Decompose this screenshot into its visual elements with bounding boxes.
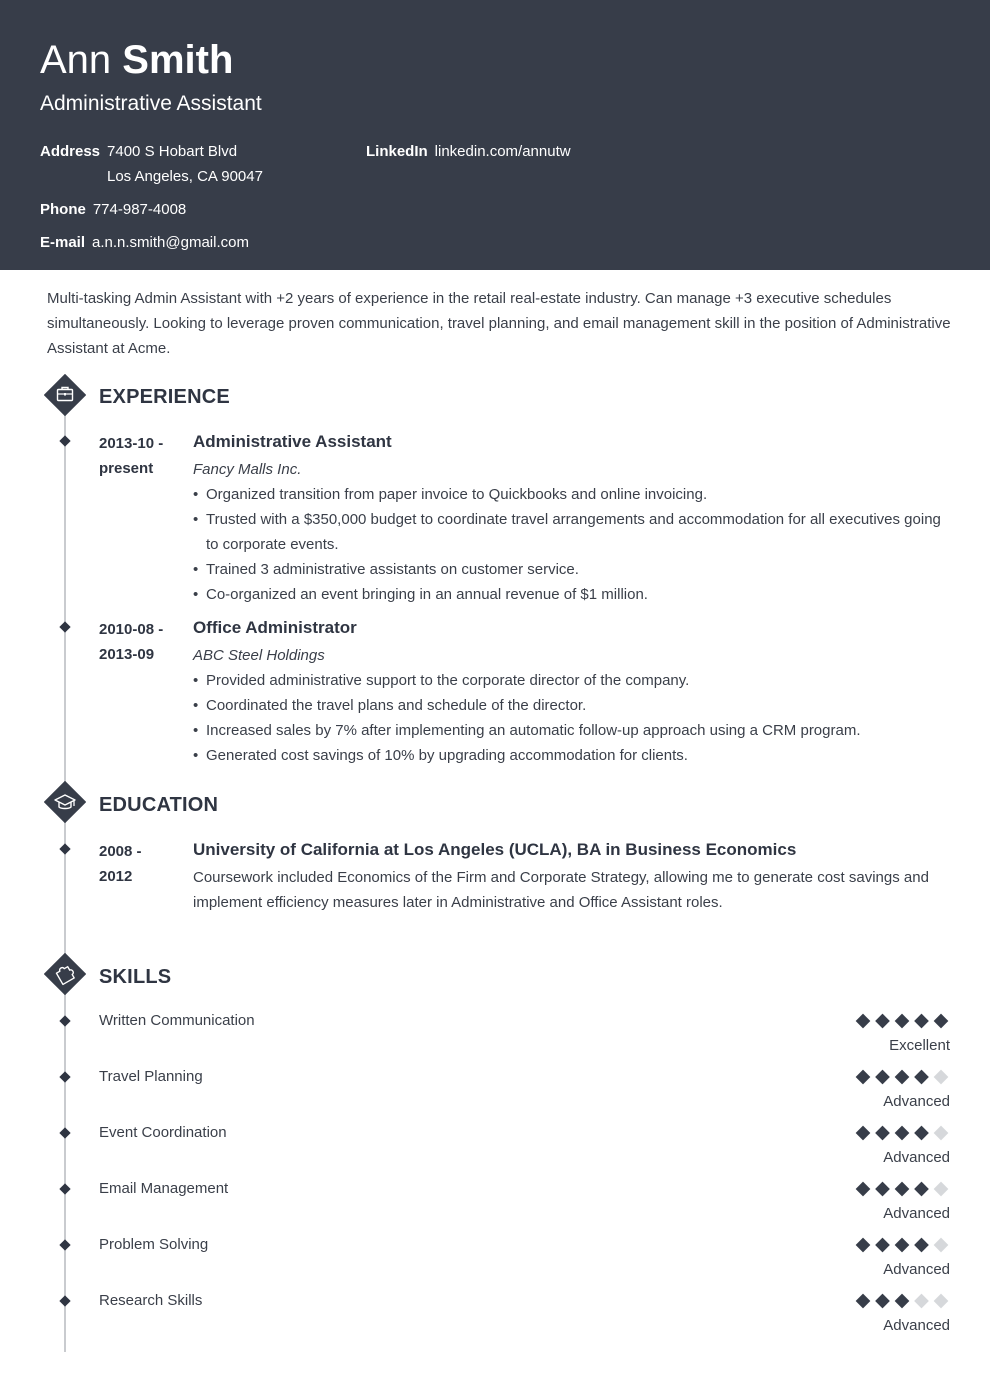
skill-name: Research Skills	[99, 1292, 203, 1309]
email-link[interactable]: a.n.n.smith@gmail.com	[92, 234, 249, 251]
skill-rating	[854, 1068, 950, 1086]
timeline-marker	[59, 1183, 71, 1195]
achievement-item: • Co-organized an event bringing in an annual revenue of $1 million.	[193, 582, 953, 607]
achievement-item: • Trained 3 administrative assistants on customer service.	[193, 557, 953, 582]
rating-diamond-filled	[895, 1294, 910, 1309]
first-name: Ann	[40, 38, 112, 82]
education-date	[99, 839, 189, 889]
rating-diamond-filled	[875, 1294, 890, 1309]
education-heading: EDUCATION	[99, 794, 219, 816]
timeline-marker	[59, 435, 71, 447]
rating-diamond-empty	[914, 1294, 929, 1309]
experience-heading: EXPERIENCE	[99, 386, 230, 408]
skill-name: Email Management	[99, 1180, 229, 1197]
rating-diamond-filled	[875, 1238, 890, 1253]
rating-diamond-filled	[895, 1014, 910, 1029]
job-role: Administrative Assistant	[40, 92, 262, 115]
date-start: 2013-10 -	[99, 435, 164, 452]
address-line2-row	[107, 167, 263, 187]
skill-rating	[854, 1236, 950, 1254]
skill-level: Advanced	[883, 1205, 950, 1222]
skill-rating	[854, 1012, 950, 1030]
skill-rating	[854, 1124, 950, 1142]
achievement-item: • Generated cost savings of 10% by upgrading accommodation for clients.	[193, 743, 953, 768]
address-label: Address	[40, 143, 101, 160]
graduation-cap-icon	[44, 781, 86, 823]
date-end: 2012	[99, 868, 133, 885]
rating-diamond-empty	[934, 1126, 949, 1141]
last-name: Smith	[122, 38, 234, 82]
date-end: 2013-09	[99, 646, 155, 663]
rating-diamond-empty	[934, 1238, 949, 1253]
achievement-item: • Increased sales by 7% after implementing an automatic follow-up approach using a CRM program.	[193, 718, 953, 743]
date-start: 2010-08 -	[99, 621, 164, 638]
skill-rating	[854, 1292, 950, 1310]
rating-diamond-filled	[914, 1126, 929, 1141]
rating-diamond-filled	[856, 1014, 871, 1029]
rating-diamond-filled	[895, 1126, 910, 1141]
rating-diamond-filled	[895, 1182, 910, 1197]
timeline-line	[64, 395, 66, 1352]
address-line2: Los Angeles, CA 90047	[107, 168, 263, 185]
timeline-marker	[59, 1071, 71, 1083]
rating-diamond-filled	[934, 1014, 949, 1029]
skill-rating	[854, 1180, 950, 1198]
job-title: Administrative Assistant	[193, 432, 392, 451]
date-end: present	[99, 460, 154, 477]
summary-text: Multi-tasking Admin Assistant with +2 years of experience in the retail real-estate industry. Can manage +3 executive schedules simultaneously. Looking to leverage proven communication, travel planning, and email management skill in the position of Administrative Assistant at Acme.	[47, 290, 951, 357]
experience-entry	[193, 430, 953, 607]
phone-row	[40, 200, 186, 220]
address-row	[40, 142, 237, 162]
skill-name: Event Coordination	[99, 1124, 227, 1141]
rating-diamond-empty	[934, 1294, 949, 1309]
full-name	[40, 36, 233, 84]
company-name: Fancy Malls Inc.	[193, 461, 302, 478]
timeline-marker	[59, 1127, 71, 1139]
rating-diamond-filled	[875, 1014, 890, 1029]
rating-diamond-filled	[875, 1182, 890, 1197]
education-entry	[193, 838, 953, 915]
rating-diamond-filled	[856, 1126, 871, 1141]
degree-title: University of California at Los Angeles (UCLA), BA in Business Economics	[193, 840, 797, 859]
date-start: 2008 -	[99, 843, 142, 860]
linkedin-row	[366, 142, 571, 162]
achievement-item: • Provided administrative support to the corporate director of the company.	[193, 668, 953, 693]
rating-diamond-empty	[934, 1182, 949, 1197]
rating-diamond-filled	[856, 1294, 871, 1309]
linkedin-link[interactable]: linkedin.com/annutw	[434, 143, 571, 160]
achievement-list	[193, 668, 953, 768]
linkedin-label: LinkedIn	[366, 143, 428, 160]
experience-date	[99, 617, 189, 667]
achievement-item: • Coordinated the travel plans and schedule of the director.	[193, 693, 953, 718]
timeline-marker	[59, 1015, 71, 1027]
rating-diamond-filled	[875, 1070, 890, 1085]
company-name: ABC Steel Holdings	[193, 647, 325, 664]
rating-diamond-filled	[914, 1070, 929, 1085]
phone-value: 774-987-4008	[92, 201, 187, 218]
rating-diamond-filled	[914, 1182, 929, 1197]
email-label: E-mail	[40, 234, 86, 251]
skill-level: Advanced	[883, 1317, 950, 1334]
education-description: Coursework included Economics of the Firm and Corporate Strategy, allowing me to generate cost savings and implement efficiency measures later in Administrative and Office Assistant roles.	[193, 869, 929, 911]
rating-diamond-filled	[875, 1126, 890, 1141]
achievement-item: • Trusted with a $350,000 budget to coordinate travel arrangements and accommodation for all executives going to corporate events.	[193, 507, 953, 557]
resume-header	[0, 0, 990, 270]
rating-diamond-filled	[914, 1238, 929, 1253]
timeline-marker	[59, 621, 71, 633]
timeline-marker	[59, 843, 71, 855]
timeline-marker	[59, 1295, 71, 1307]
timeline-marker	[59, 1239, 71, 1251]
rating-diamond-filled	[914, 1014, 929, 1029]
phone-label: Phone	[40, 201, 86, 218]
skill-level: Excellent	[889, 1037, 950, 1054]
skill-level: Advanced	[883, 1093, 950, 1110]
rating-diamond-filled	[895, 1070, 910, 1085]
rating-diamond-filled	[856, 1238, 871, 1253]
experience-date	[99, 431, 189, 481]
rating-diamond-filled	[856, 1070, 871, 1085]
skills-heading: SKILLS	[99, 966, 172, 988]
briefcase-icon	[44, 374, 86, 416]
email-row	[40, 233, 249, 253]
rating-diamond-empty	[934, 1070, 949, 1085]
skill-level: Advanced	[883, 1149, 950, 1166]
rating-diamond-filled	[856, 1182, 871, 1197]
skill-name: Travel Planning	[99, 1068, 203, 1085]
skill-name: Problem Solving	[99, 1236, 209, 1253]
rating-diamond-filled	[895, 1238, 910, 1253]
job-title: Office Administrator	[193, 618, 357, 637]
experience-entry	[193, 616, 953, 768]
achievement-list	[193, 482, 953, 607]
achievement-item: • Organized transition from paper invoice to Quickbooks and online invoicing.	[193, 482, 953, 507]
skill-level: Advanced	[883, 1261, 950, 1278]
puzzle-piece-icon	[44, 953, 86, 995]
skill-name: Written Communication	[99, 1012, 255, 1029]
address-line1: 7400 S Hobart Blvd	[107, 143, 238, 160]
